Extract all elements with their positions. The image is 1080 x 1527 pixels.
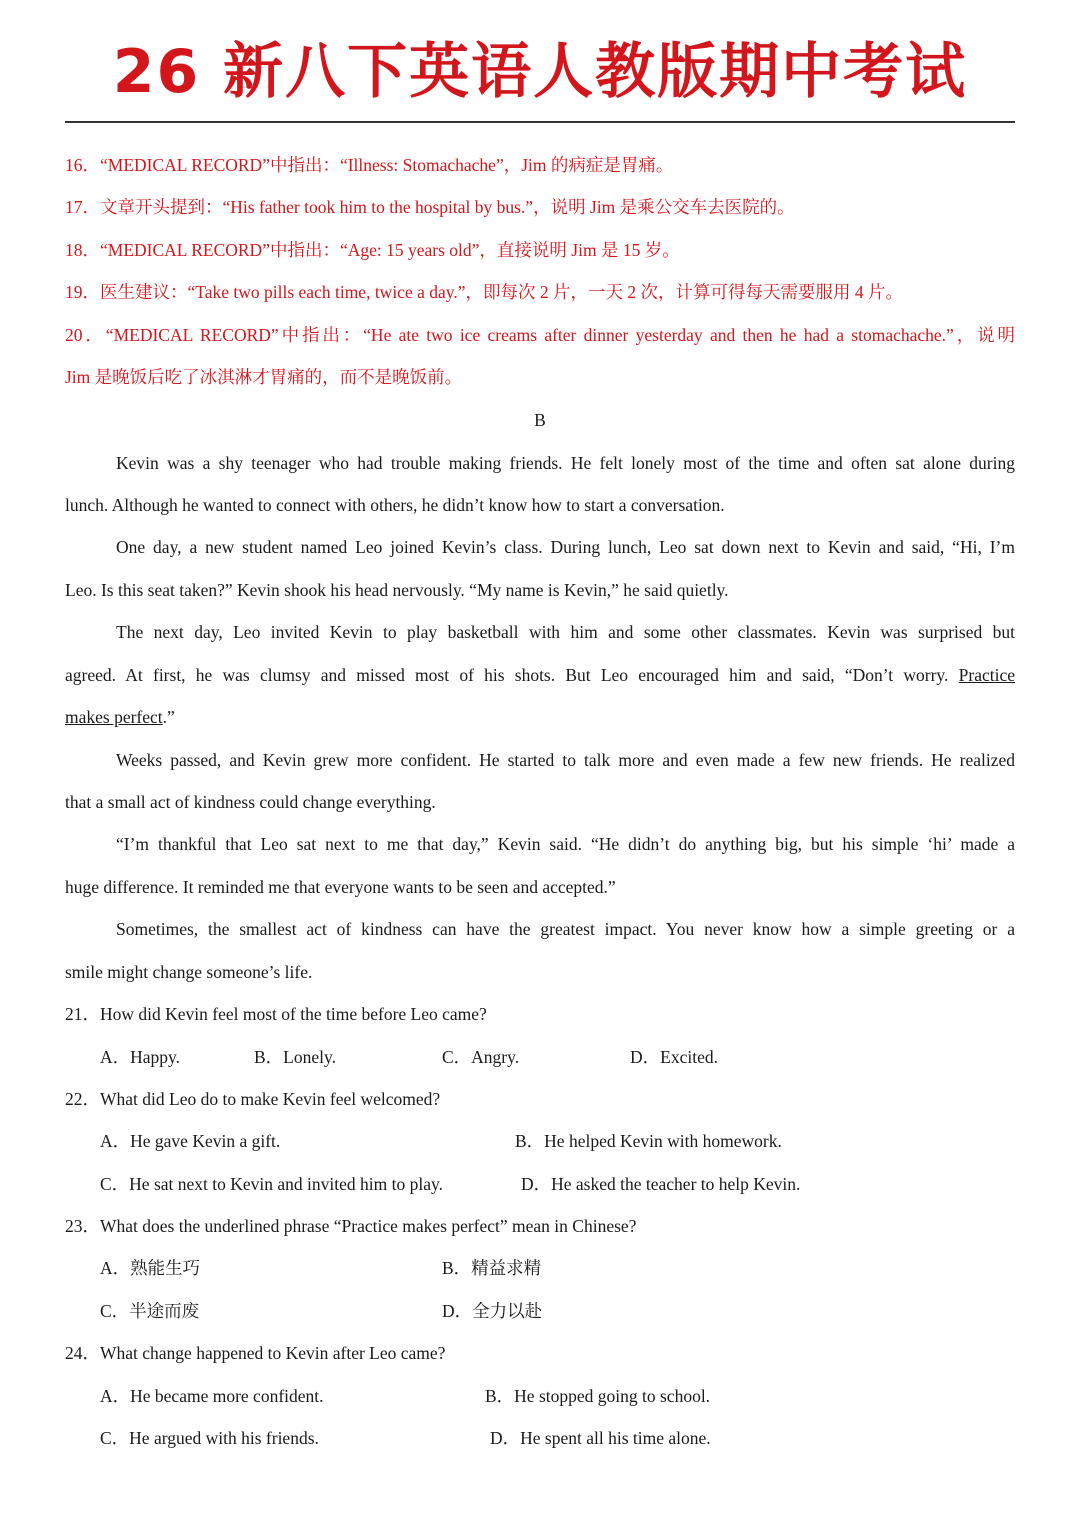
option-21-a: A．Happy. bbox=[100, 1047, 181, 1067]
question-21: 21．How did Kevin feel most of the time before Leo came? bbox=[65, 1004, 487, 1024]
answer-17: 17．文章开头提到：“His father took him to the hospital by bus.”，说明 Jim 是乘公交车去医院的。 bbox=[65, 197, 795, 217]
answer-16: 16．“MEDICAL RECORD”中指出：“Illness: Stomachache”，Jim 的病症是胃痛。 bbox=[65, 155, 674, 175]
underlined-phrase: Practice bbox=[958, 665, 1016, 685]
option-24-b: B．He stopped going to school. bbox=[485, 1386, 711, 1406]
option-23-a: A．熟能生巧 bbox=[100, 1258, 201, 1278]
question-22: 22．What did Leo do to make Kevin feel welcomed? bbox=[65, 1089, 441, 1109]
section-label: B bbox=[534, 410, 546, 430]
passage-text: agreed. At first, he was clumsy and missed most of his shots. But Leo encouraged him and said, “Don’t worry. bbox=[65, 665, 949, 685]
passage-text: .” bbox=[162, 707, 175, 727]
option-24-d: D．He spent all his time alone. bbox=[490, 1428, 711, 1448]
page-title: 26 新八下英语人教版期中考试 bbox=[112, 37, 968, 107]
option-21-d: D．Excited. bbox=[630, 1047, 718, 1067]
passage-line bbox=[65, 703, 1015, 731]
answer-19: 19．医生建议：“Take two pills each time, twice a day.”，即每次 2 片，一天 2 次，计算可得每天需要服用 4 片。 bbox=[65, 282, 904, 302]
option-22-d: D．He asked the teacher to help Kevin. bbox=[521, 1174, 801, 1194]
option-23-d: D．全力以赴 bbox=[442, 1301, 543, 1321]
passage-line: One day, a new student named Leo joined Kevin’s class. During lunch, Leo sat down next to Kevin and said, “Hi, I’m bbox=[116, 537, 1015, 557]
option-21-b: B．Lonely. bbox=[254, 1047, 336, 1067]
passage-line: Leo. Is this seat taken?” Kevin shook his head nervously. “My name is Kevin,” he said quietly. bbox=[65, 580, 729, 600]
option-22-b: B．He helped Kevin with homework. bbox=[515, 1131, 782, 1151]
passage-line: Kevin was a shy teenager who had trouble making friends. He felt lonely most of the time and often sat alone during bbox=[116, 453, 1015, 473]
passage-line: huge difference. It reminded me that everyone wants to be seen and accepted.” bbox=[65, 877, 616, 897]
option-22-c: C．He sat next to Kevin and invited him to play. bbox=[100, 1174, 443, 1194]
option-21-c: C．Angry. bbox=[442, 1047, 520, 1067]
option-23-b: B．精益求精 bbox=[442, 1258, 542, 1278]
question-24: 24．What change happened to Kevin after Leo came? bbox=[65, 1343, 446, 1363]
option-24-c: C．He argued with his friends. bbox=[100, 1428, 319, 1448]
passage-line: The next day, Leo invited Kevin to play basketball with him and some other classmates. Kevin was surprised but bbox=[116, 622, 1015, 642]
answer-20: 20．“MEDICAL RECORD”中指出：“He ate two ice creams after dinner yesterday and then he had a stomachache.”，说明 bbox=[65, 325, 1015, 345]
question-23: 23．What does the underlined phrase “Practice makes perfect” mean in Chinese? bbox=[65, 1216, 637, 1236]
passage-line: that a small act of kindness could change everything. bbox=[65, 792, 436, 812]
title-divider bbox=[65, 121, 1015, 123]
option-22-a: A．He gave Kevin a gift. bbox=[100, 1131, 281, 1151]
passage-line: Sometimes, the smallest act of kindness can have the greatest impact. You never know how a simple greeting or a bbox=[116, 919, 1015, 939]
answer-18: 18．“MEDICAL RECORD”中指出：“Age: 15 years old”，直接说明 Jim 是 15 岁。 bbox=[65, 240, 680, 260]
option-23-c: C．半途而废 bbox=[100, 1301, 200, 1321]
passage-line: Weeks passed, and Kevin grew more confident. He started to talk more and even made a few new friends. He realized bbox=[116, 750, 1015, 770]
passage-line bbox=[65, 661, 1015, 689]
answer-20-continued: Jim 是晚饭后吃了冰淇淋才胃痛的，而不是晚饭前。 bbox=[65, 367, 463, 387]
passage-line: smile might change someone’s life. bbox=[65, 962, 313, 982]
underlined-phrase: makes perfect bbox=[65, 707, 163, 727]
option-24-a: A．He became more confident. bbox=[100, 1386, 324, 1406]
passage-line: “I’m thankful that Leo sat next to me that day,” Kevin said. “He didn’t do anything big, but his simple ‘hi’ made a bbox=[116, 834, 1015, 854]
passage-line: lunch. Although he wanted to connect with others, he didn’t know how to start a conversation. bbox=[65, 495, 725, 515]
